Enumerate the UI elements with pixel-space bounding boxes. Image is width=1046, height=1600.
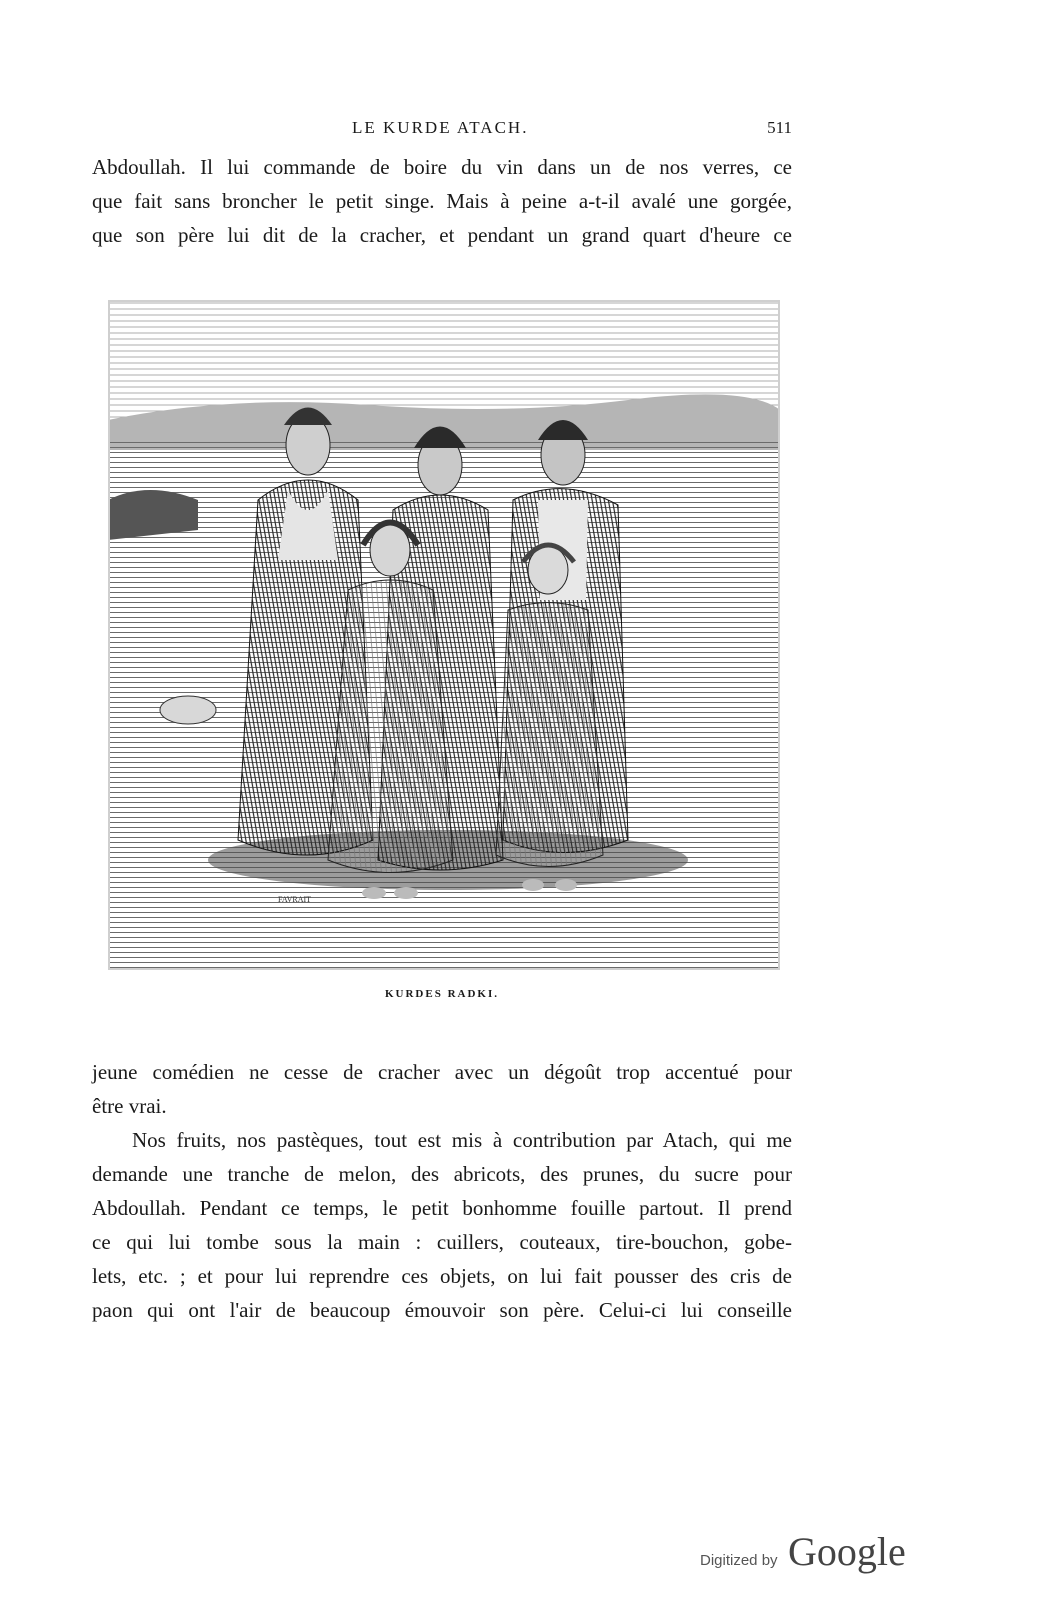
paragraph-bottom xyxy=(92,1055,792,1327)
text-line: être vrai. xyxy=(92,1094,167,1118)
text-line: Nos fruits, nos pastèques, tout est mis à contribution par Atach, qui me xyxy=(132,1128,792,1152)
illustration-caption: KURDES RADKI. xyxy=(384,988,499,1000)
text-line: Abdoullah. Il lui commande de boire du vin dans un de nos verres, ce xyxy=(92,155,792,179)
engraver-signature: FAVRAIT xyxy=(278,895,312,904)
stone xyxy=(160,696,216,724)
text-line: que son père lui dit de la cracher, et pendant un grand quart d'heure ce xyxy=(92,223,792,247)
google-logo: Google xyxy=(788,1529,906,1574)
digitized-watermark xyxy=(700,1528,940,1578)
paragraph-top xyxy=(92,150,792,252)
text-line: Abdoullah. Pendant ce temps, le petit bonhomme fouille partout. Il prend xyxy=(92,1196,792,1220)
text-line: que fait sans broncher le petit singe. Mais à peine a-t-il avalé une gorgée, xyxy=(92,189,792,213)
text-line: demande une tranche de melon, des abricots, des prunes, du sucre pour xyxy=(92,1162,792,1186)
running-head xyxy=(92,118,792,140)
running-title: LE KURDE ATACH. xyxy=(352,118,529,137)
text-line: lets, etc. ; et pour lui reprendre ces objets, on lui fait pousser des cris de xyxy=(92,1264,792,1288)
digitized-by-label: Digitized by xyxy=(700,1552,778,1569)
text-line: paon qui ont l'air de beaucoup émouvoir son père. Celui-ci lui conseille xyxy=(92,1298,792,1322)
text-line: ce qui lui tombe sous la main : cuillers, couteaux, tire-bouchon, gobe- xyxy=(92,1230,792,1254)
text-line: jeune comédien ne cesse de cracher avec un dégoût trop accentué pour xyxy=(92,1060,792,1084)
page-number: 511 xyxy=(767,118,792,137)
engraving-illustration xyxy=(108,300,780,970)
